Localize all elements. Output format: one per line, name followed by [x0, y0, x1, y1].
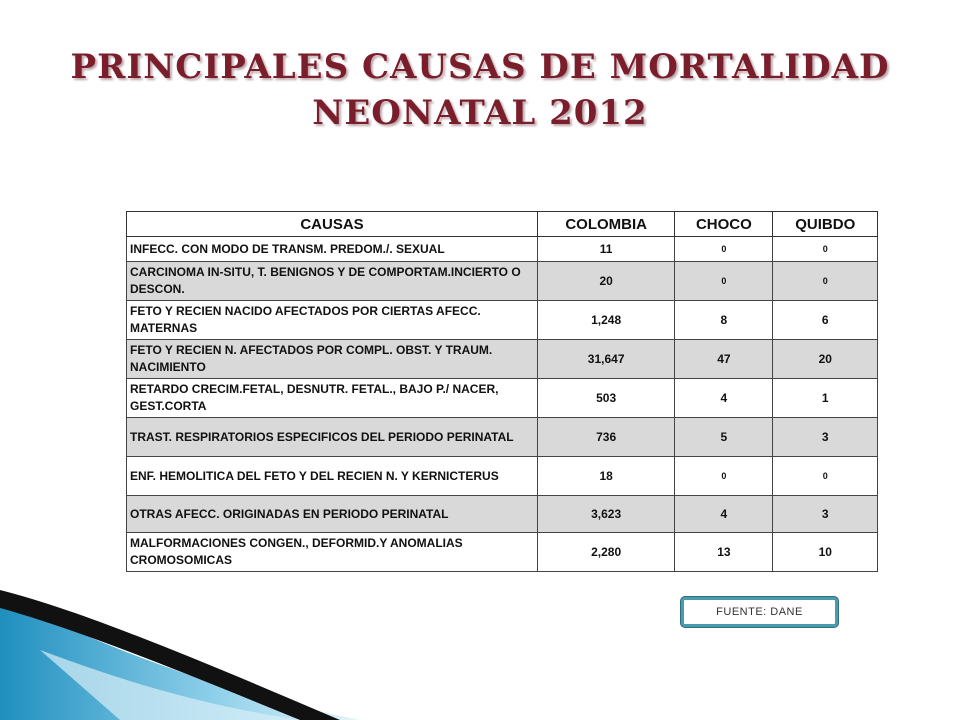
cell-quibdo: 6	[773, 301, 878, 340]
cell-quibdo: 3	[773, 496, 878, 533]
table-row	[127, 533, 878, 572]
table-row	[127, 457, 878, 496]
cell-causa: CARCINOMA IN-SITU, T. BENIGNOS Y DE COMPORTAM.INCIERTO O DESCON.	[127, 262, 538, 301]
header-colombia: COLOMBIA	[538, 212, 675, 237]
cell-causa: MALFORMACIONES CONGEN., DEFORMID.Y ANOMALIAS CROMOSOMICAS	[127, 533, 538, 572]
cell-quibdo: 3	[773, 418, 878, 457]
cell-choco: 47	[675, 340, 773, 379]
cell-colombia: 503	[538, 379, 675, 418]
mortality-table	[126, 211, 878, 572]
cell-quibdo: 0	[773, 237, 878, 262]
cell-choco: 4	[675, 496, 773, 533]
cell-choco: 8	[675, 301, 773, 340]
decorative-swoosh	[0, 580, 960, 720]
cell-colombia: 18	[538, 457, 675, 496]
title-line-1: PRINCIPALES CAUSAS DE MORTALIDAD	[70, 47, 890, 87]
cell-colombia: 1,248	[538, 301, 675, 340]
table-row	[127, 340, 878, 379]
table-row	[127, 262, 878, 301]
cell-quibdo: 0	[773, 262, 878, 301]
cell-colombia: 20	[538, 262, 675, 301]
table-row	[127, 301, 878, 340]
cell-causa: TRAST. RESPIRATORIOS ESPECIFICOS DEL PERIODO PERINATAL	[127, 418, 538, 457]
cell-choco: 0	[675, 237, 773, 262]
cell-causa: FETO Y RECIEN N. AFECTADOS POR COMPL. OBST. Y TRAUM. NACIMIENTO	[127, 340, 538, 379]
title-line-2: NEONATAL 2012	[312, 93, 648, 133]
cell-causa: RETARDO CRECIM.FETAL, DESNUTR. FETAL., BAJO P./ NACER, GEST.CORTA	[127, 379, 538, 418]
table-row	[127, 418, 878, 457]
cell-colombia: 31,647	[538, 340, 675, 379]
table-header-row	[127, 212, 878, 237]
cell-causa: OTRAS AFECC. ORIGINADAS EN PERIODO PERINATAL	[127, 496, 538, 533]
cell-colombia: 11	[538, 237, 675, 262]
cell-colombia: 736	[538, 418, 675, 457]
cell-quibdo: 20	[773, 340, 878, 379]
cell-choco: 0	[675, 262, 773, 301]
cell-colombia: 2,280	[538, 533, 675, 572]
table-row	[127, 379, 878, 418]
cell-causa: INFECC. CON MODO DE TRANSM. PREDOM./. SEXUAL	[127, 237, 538, 262]
cell-choco: 5	[675, 418, 773, 457]
cell-quibdo: 10	[773, 533, 878, 572]
header-choco: CHOCO	[675, 212, 773, 237]
cell-causa: FETO Y RECIEN NACIDO AFECTADOS POR CIERTAS AFECC. MATERNAS	[127, 301, 538, 340]
cell-quibdo: 0	[773, 457, 878, 496]
cell-colombia: 3,623	[538, 496, 675, 533]
cell-choco: 0	[675, 457, 773, 496]
cell-quibdo: 1	[773, 379, 878, 418]
slide-title	[60, 44, 900, 136]
source-label: FUENTE: DANE	[681, 597, 838, 627]
header-causas: CAUSAS	[127, 212, 538, 237]
header-quibdo: QUIBDO	[773, 212, 878, 237]
cell-causa: ENF. HEMOLITICA DEL FETO Y DEL RECIEN N. Y KERNICTERUS	[127, 457, 538, 496]
table-row	[127, 237, 878, 262]
cell-choco: 4	[675, 379, 773, 418]
cell-choco: 13	[675, 533, 773, 572]
table-row	[127, 496, 878, 533]
